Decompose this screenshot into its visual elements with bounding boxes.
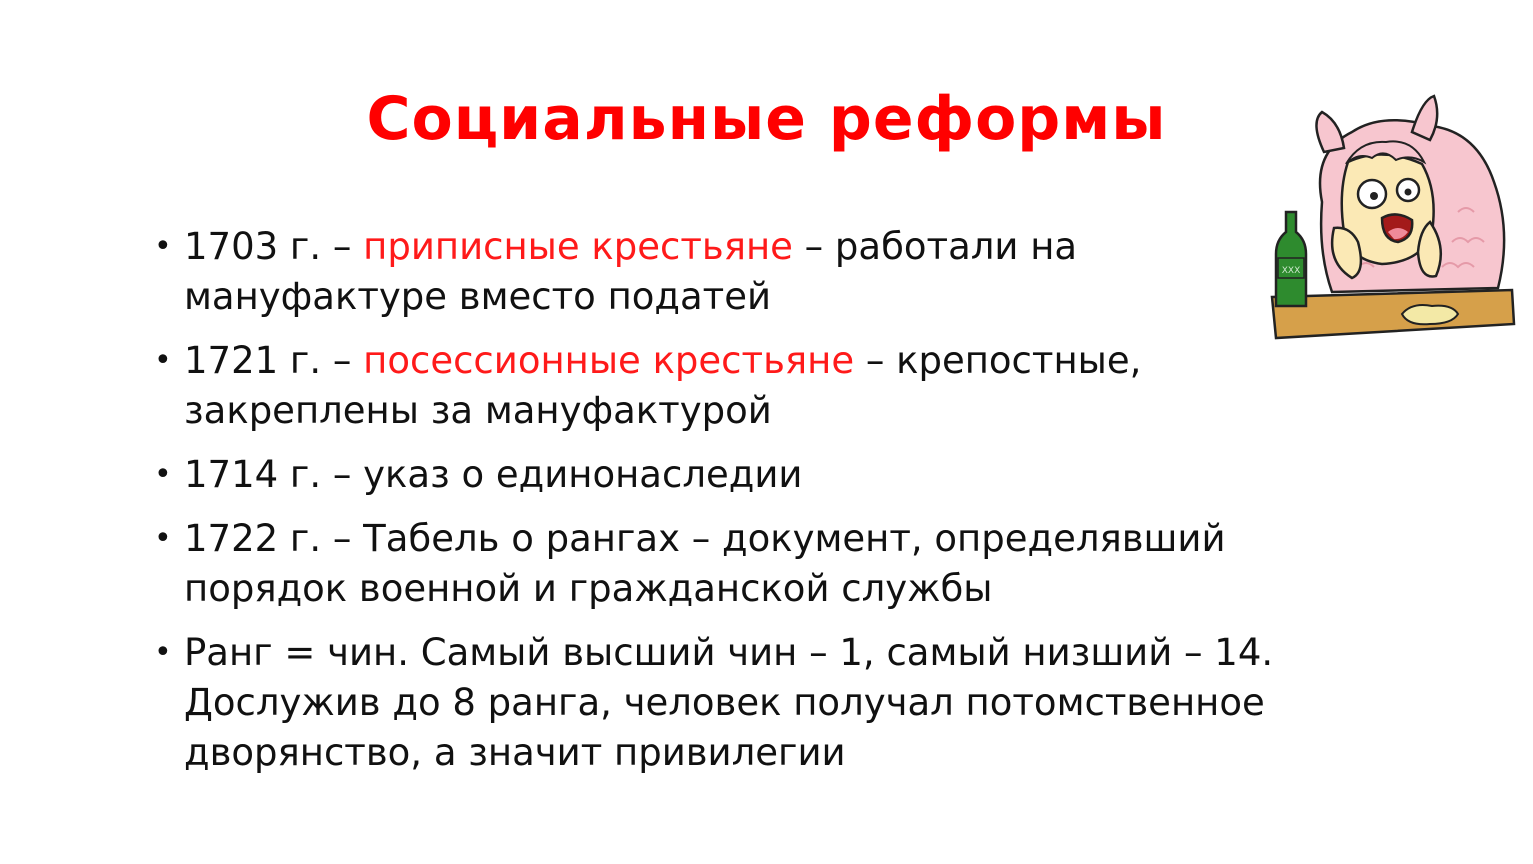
bullet-text-post: – работали на мануфактуре вместо податей: [184, 225, 1078, 318]
bullet-icon: •: [154, 343, 172, 378]
bullet-icon: •: [154, 229, 172, 264]
bullet-text: 1722 г. – Табель о рангах – документ, определявший порядок военной и гражданской службы: [184, 517, 1226, 610]
list-item: [150, 336, 1340, 436]
list-item: [150, 514, 1340, 614]
bullet-text-pre: 1703 г. –: [184, 225, 364, 268]
bullet-icon: •: [154, 457, 172, 492]
bottle-label: XXX: [1281, 266, 1301, 276]
bullet-list: [150, 222, 1340, 792]
table-icon: [1272, 290, 1514, 338]
bullet-text: 1714 г. – указ о единонаследии: [184, 453, 803, 496]
bullet-highlight: посессионные крестьяне: [363, 339, 855, 382]
spill-icon: [1402, 305, 1458, 324]
left-ear-icon: [1316, 112, 1344, 152]
bullet-text: Ранг = чин. Самый высший чин – 1, самый низший – 14. Дослужив до 8 ранга, человек получал потомственное дворянство, а значит привилегии: [184, 631, 1274, 774]
list-item: [150, 450, 1340, 500]
bullet-highlight: приписные крестьяне: [363, 225, 793, 268]
bullet-text-pre: 1721 г. –: [184, 339, 364, 382]
list-item: [150, 222, 1340, 322]
bullet-icon: •: [154, 521, 172, 556]
slide-title: Социальные реформы: [366, 84, 1167, 154]
right-ear-icon: [1412, 96, 1437, 140]
bullet-text-post: – крепостные, закреплены за мануфактурой: [184, 339, 1142, 432]
bullet-icon: •: [154, 635, 172, 670]
list-item: [150, 628, 1340, 778]
cartoon-llama-illustration: [1262, 92, 1522, 344]
